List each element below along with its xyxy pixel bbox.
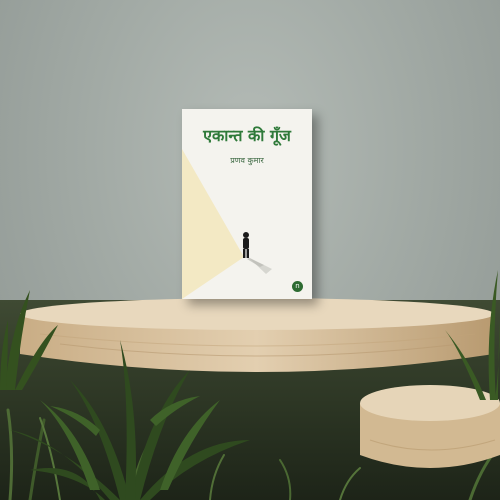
publisher-logo: n <box>292 281 303 292</box>
book-title: एकान्त की गूँज <box>203 126 291 145</box>
book-cover <box>182 109 312 299</box>
walking-person-figure <box>238 231 268 271</box>
plant-left-edge <box>0 270 60 390</box>
book-author: प्रणव कुमार <box>230 156 264 165</box>
plant-right-edge <box>440 260 500 400</box>
